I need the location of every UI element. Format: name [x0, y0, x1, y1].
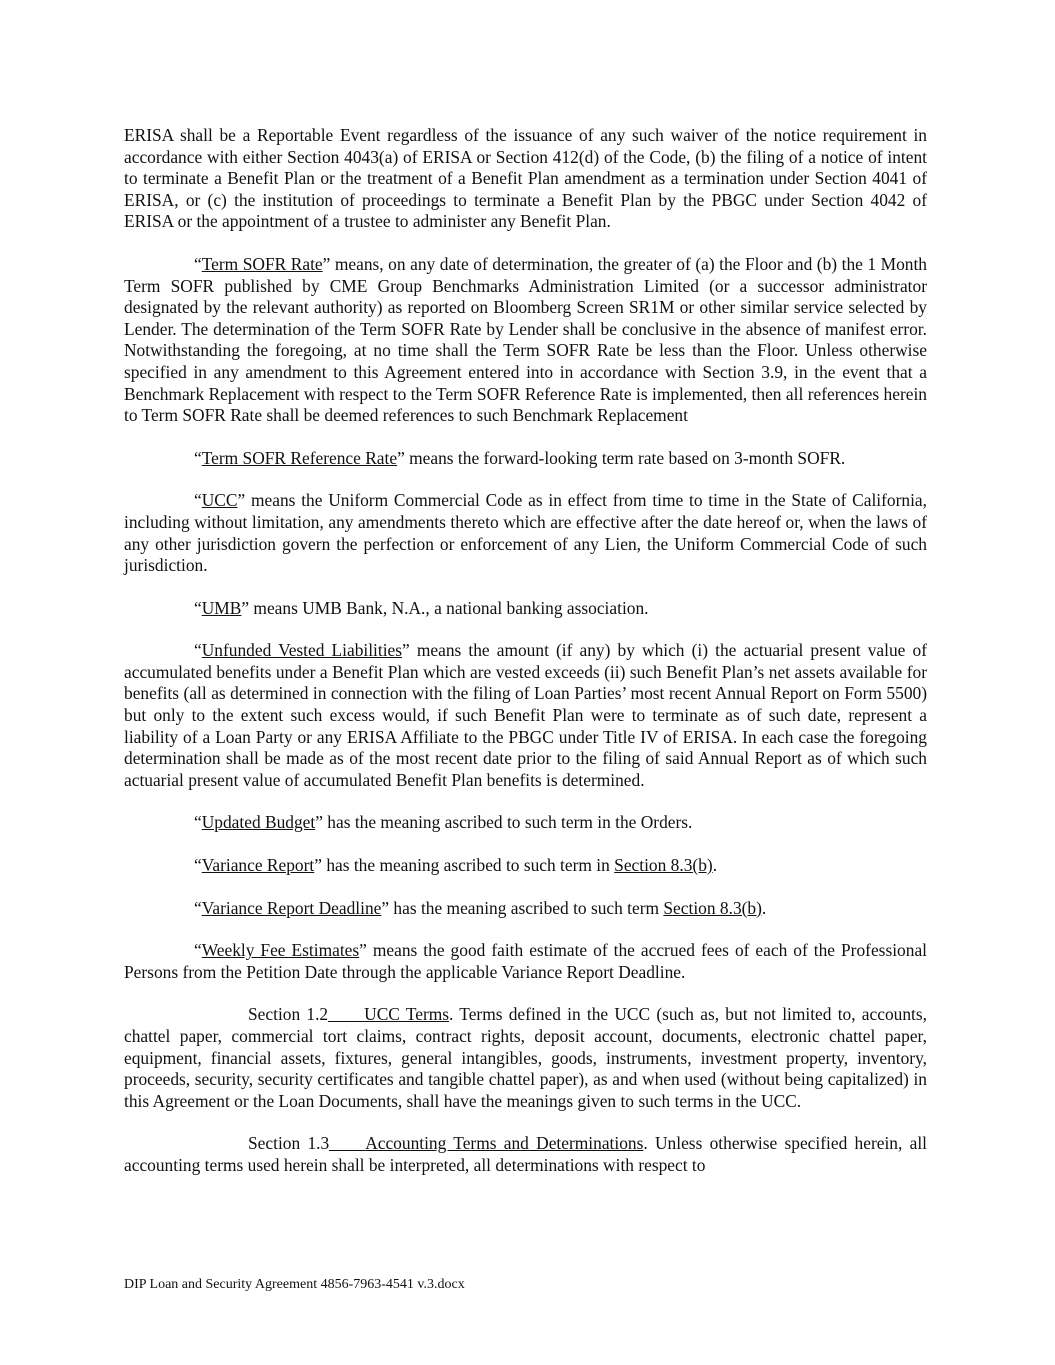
section-body: . Terms defined in the UCC (such as, but not limited to, accounts, chattel paper, commercial tort claims, contract rights, deposit account, documents, electronic chattel paper, equipment, financial assets, fixtures, general intangibles, goods, instruments, investment property, inventory, proceeds, security, security certificates and tangible chattel paper), as and when used (without being capitalized) in this Agreement or the Loan Documents, shall have the meanings given to such terms in the UCC.	[124, 1004, 927, 1111]
paragraph-text: ERISA shall be a Reportable Event regardless of the issuance of any such waiver of the notice requirement in accordance with either Section 4043(a) of ERISA or Section 412(d) of the Code, (b) the filing of a notice of intent to terminate a Benefit Plan or the treatment of a Benefit Plan amendment as a termination under Section 4041 of ERISA, or (c) the institution of proceedings to terminate a Benefit Plan by the PBGC under Section 4042 of ERISA or the appointment of a trustee to administer any Benefit Plan.	[124, 125, 927, 232]
definition-text: ” has the meaning ascribed to such term	[381, 897, 664, 918]
definition-text: ” means, on any date of determination, the greater of (a) the Floor and (b) the 1 Month Term SOFR published by CME Group Benchmarks Administration Limited (or a successor administrator designated by the relevant authority) as reported on Bloomberg Screen SR1M or other similar service selected by Lender. The determination of the Term SOFR Rate by Lender shall be conclusive in the absence of manifest error. Notwithstanding the foregoing, at no time shall the Term SOFR Rate be less than the Floor. Unless otherwise specified in any amendment to this Agreement entered into in accordance with Section 3.9, in the event that a Benchmark Replacement with respect to the Term SOFR Reference Rate is implemented, then all references herein to Term SOFR Rate shall be deemed references to such Benchmark Replacement	[124, 253, 927, 426]
document-page	[124, 125, 927, 1198]
definition-term-sofr-reference-rate	[124, 448, 927, 470]
definition-unfunded-vested-liabilities	[124, 640, 927, 791]
defined-term: Weekly Fee Estimates	[201, 940, 360, 961]
defined-term: Unfunded Vested Liabilities	[201, 640, 403, 661]
open-quote: “	[194, 597, 202, 618]
definition-updated-budget	[124, 812, 927, 834]
definition-text: ” has the meaning ascribed to such term in the Orders.	[315, 812, 693, 833]
definition-variance-report	[124, 855, 927, 877]
definition-weekly-fee-estimates	[124, 940, 927, 983]
section-tab-rule	[329, 1134, 365, 1151]
open-quote: “	[194, 897, 202, 918]
definition-umb	[124, 598, 927, 620]
period: .	[712, 855, 718, 876]
section-tab-rule	[328, 1005, 364, 1022]
section-title: Accounting Terms and Determinations	[365, 1133, 644, 1154]
section-number: Section 1.2	[248, 1004, 329, 1025]
open-quote: “	[194, 447, 202, 468]
section-title: UCC Terms	[364, 1004, 450, 1025]
defined-term: Term SOFR Rate	[201, 253, 323, 274]
document-footer: DIP Loan and Security Agreement 4856-7963-4541 v.3.docx	[124, 1277, 465, 1292]
open-quote: “	[194, 253, 202, 274]
open-quote: “	[194, 812, 202, 833]
section-number: Section 1.3	[248, 1133, 330, 1154]
open-quote: “	[194, 490, 202, 511]
paragraph-erisa-continuation	[124, 125, 927, 233]
defined-term: UMB	[201, 597, 242, 618]
defined-term: Term SOFR Reference Rate	[201, 447, 398, 468]
definition-text: ” means the forward-looking term rate based on 3-month SOFR.	[397, 447, 846, 468]
section-reference: Section 8.3(b)	[614, 855, 713, 876]
open-quote: “	[194, 940, 202, 961]
defined-term: UCC	[201, 490, 238, 511]
open-quote: “	[194, 855, 202, 876]
definition-variance-report-deadline	[124, 898, 927, 920]
definition-text: ” means the amount (if any) by which (i) the actuarial present value of accumulated benefits under a Benefit Plan which are vested exceeds (ii) such Benefit Plan’s net assets available for benefits (all as determined in connection with the filing of Loan Parties’ most recent Annual Report on Form 5500) but only to the extent such excess would, if such Benefit Plan were to terminate as of such date, represent a liability of a Loan Party or any ERISA Affiliate to the PBGC under Title IV of ERISA. In each case the foregoing determination shall be made as of the most recent date prior to the filing of said Annual Report as of which such actuarial present value of accumulated Benefit Plan benefits is determined.	[124, 640, 927, 790]
section-body: . Unless otherwise specified herein, all accounting terms used herein shall be interpreted, all determinations with respect to	[124, 1133, 927, 1175]
definition-text: ” means the good faith estimate of the accrued fees of each of the Professional Persons from the Petition Date through the applicable Variance Report Deadline.	[124, 940, 927, 982]
section-reference: Section 8.3(b)	[663, 897, 762, 918]
defined-term: Updated Budget	[201, 812, 316, 833]
section-1-3-accounting-terms	[124, 1133, 927, 1176]
definition-term-sofr-rate	[124, 254, 927, 427]
period: .	[761, 897, 767, 918]
defined-term: Variance Report	[201, 855, 315, 876]
definition-text: ” means UMB Bank, N.A., a national banking association.	[241, 597, 649, 618]
defined-term: Variance Report Deadline	[201, 897, 382, 918]
open-quote: “	[194, 640, 202, 661]
definition-text: ” means the Uniform Commercial Code as in effect from time to time in the State of California, including without limitation, any amendments thereto which are effective after the date hereof or, when the laws of any other jurisdiction govern the perfection or enforcement of any Lien, the Uniform Commercial Code of such jurisdiction.	[124, 490, 927, 576]
section-1-2-ucc-terms	[124, 1004, 927, 1112]
definition-text: ” has the meaning ascribed to such term in	[314, 855, 615, 876]
definition-ucc	[124, 490, 927, 576]
